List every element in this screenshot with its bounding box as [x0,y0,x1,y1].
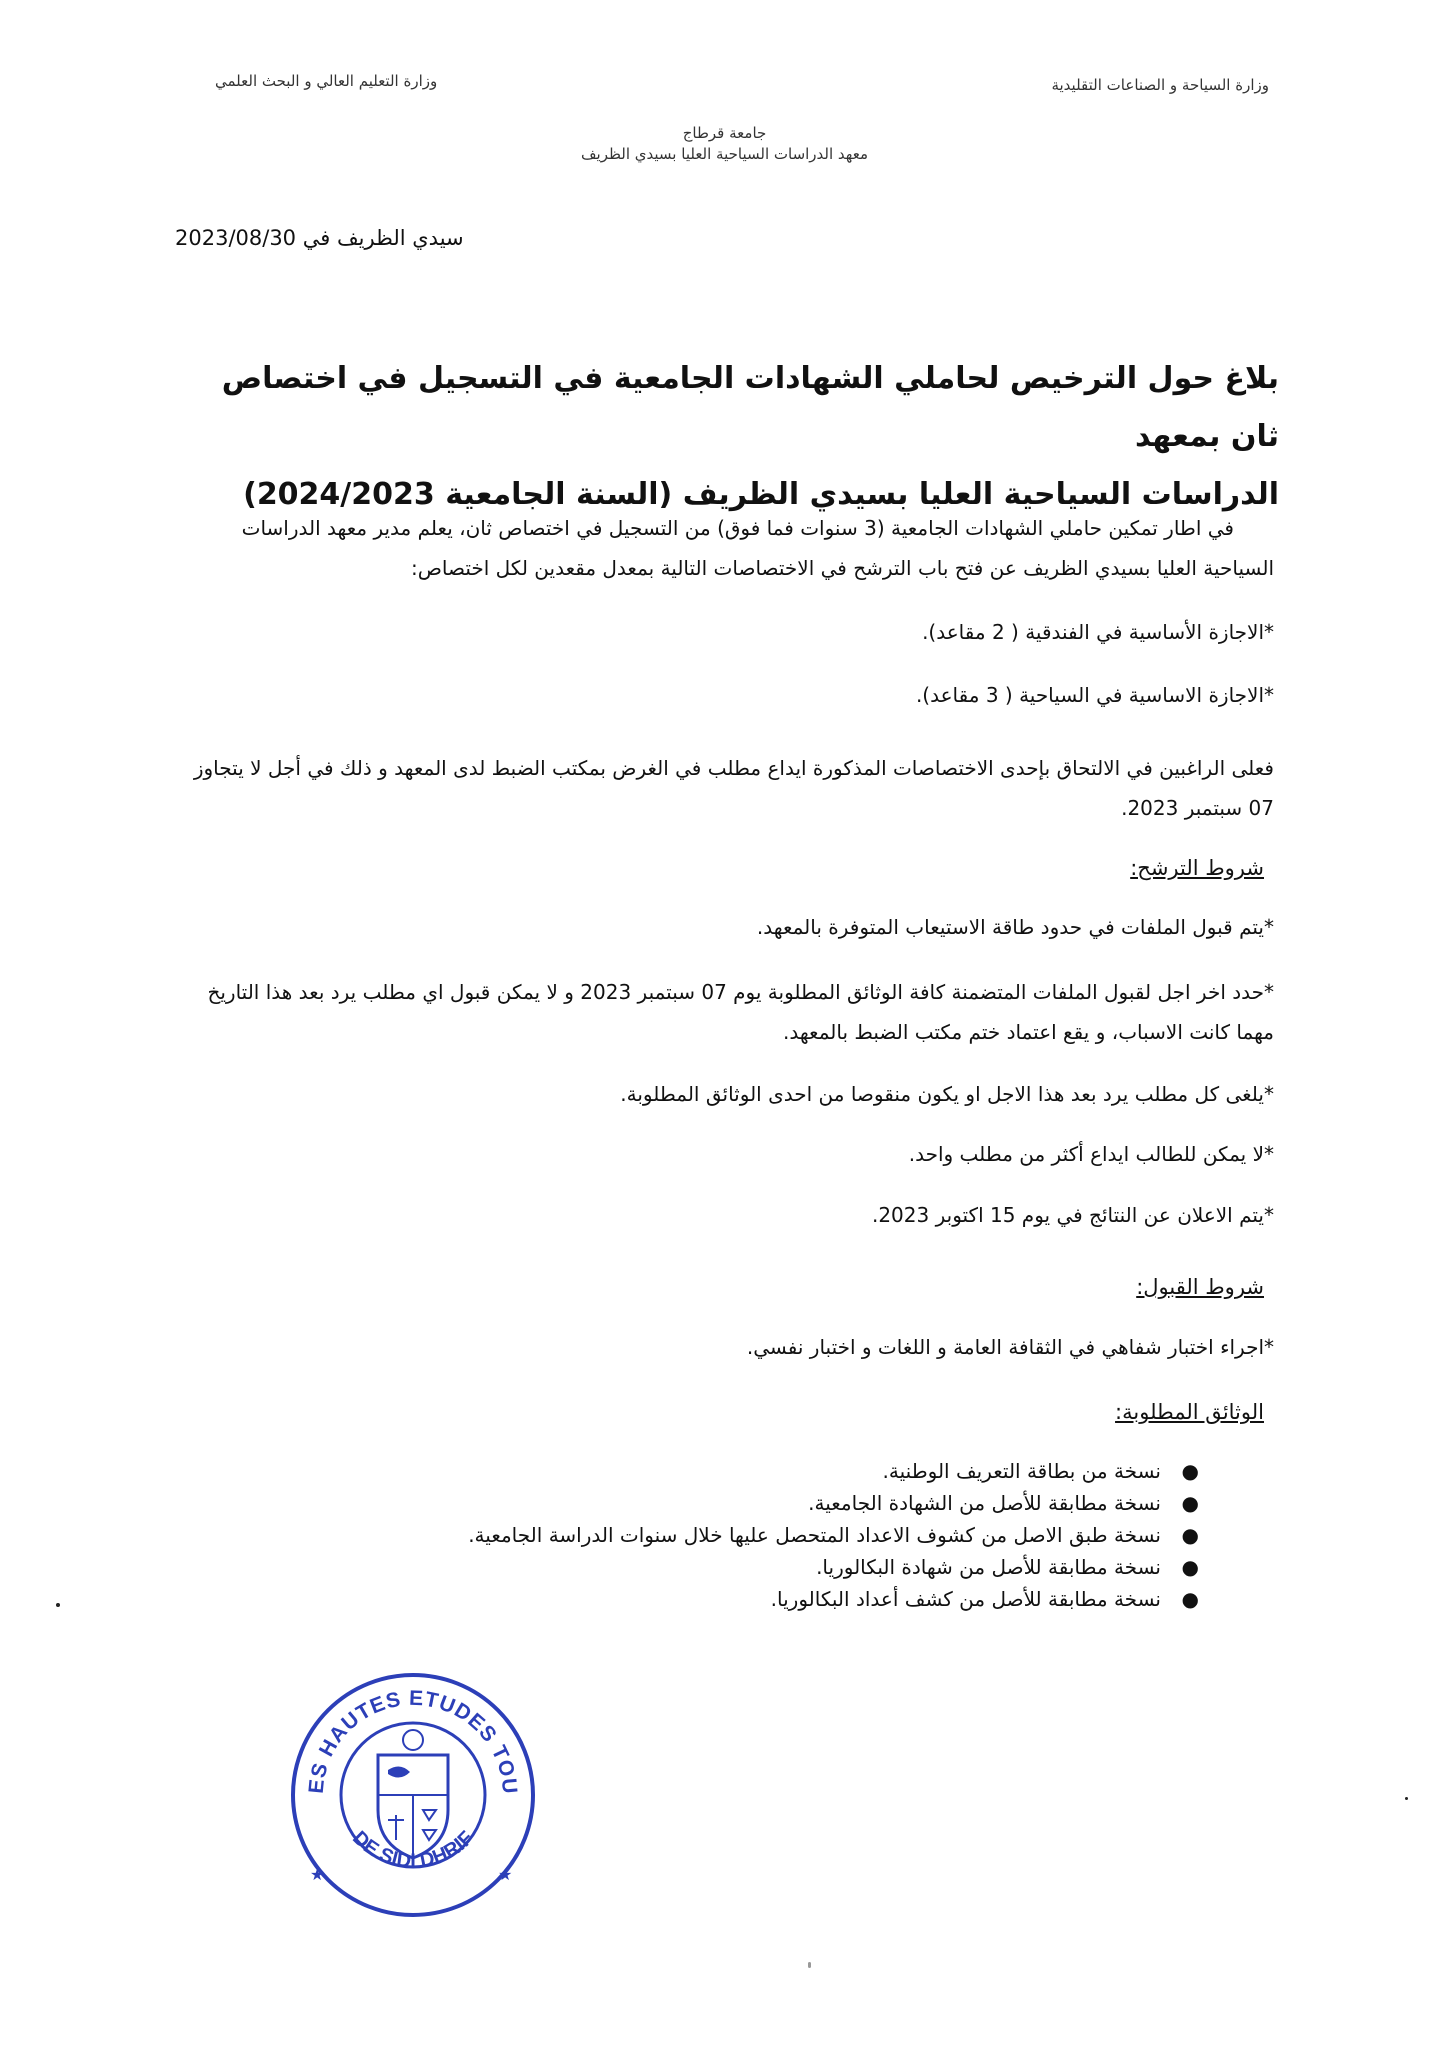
documents-list [468,1455,1199,1615]
institute-stamp [288,1670,538,1920]
candidacy-item: *يلغى كل مطلب يرد بعد هذا الاجل او يكون منقوصا من احدى الوثائق المطلوبة. [620,1082,1274,1106]
title-line-2: الدراسات السياحية العليا بسيدي الظريف (السنة الجامعية 2024/2023) [243,477,1279,512]
admission-item: *اجراء اختبار شفاهي في الثقافة العامة و اللغات و اختبار نفسي. [746,1335,1274,1359]
document-text: نسخة من بطاقة التعريف الوطنية. [882,1459,1161,1483]
stamp-text-bottom: DE SIDI DHRIF [348,1827,478,1873]
university-name: جامعة قرطاج [682,124,767,142]
document-text: نسخة مطابقة للأصل من كشف أعداد البكالوريا. [770,1587,1161,1611]
admission-heading: شروط القبول: [1136,1275,1264,1299]
svg-text:INSTITUT LES HAUTES ETUDES TOU [288,1670,521,1795]
list-item [468,1519,1199,1551]
svg-text:★: ★ [498,1865,513,1884]
document-text: نسخة طبق الاصل من كشوف الاعداد المتحصل عليها خلال سنوات الدراسة الجامعية. [468,1523,1161,1547]
specialty-tourism: *الاجازة الاساسية في السياحية ( 3 مقاعد). [915,683,1274,707]
document-text: نسخة مطابقة للأصل من شهادة البكالوريا. [816,1555,1161,1579]
candidacy-item: *يتم الاعلان عن النتائج في يوم 15 اكتوبر 2023. [871,1203,1274,1227]
intro-paragraph: في اطار تمكين حاملي الشهادات الجامعية (3 سنوات فما فوق) من التسجيل في اختصاص ثان، يعلم مدير معهد الدراسات السياحية العليا بسيدي الظريف عن فتح باب الترشح في الاختصاصات التالية بمعدل مقعدين لكل اختصاص: [241,516,1274,580]
candidacy-heading: شروط الترشح: [1130,856,1264,880]
application-note: فعلى الراغبين في الالتحاق بإحدى الاختصاصات المذكورة ايداع مطلب في الغرض بمكتب الضبط لدى المعهد و ذلك في أجل لا يتجاوز 07 سبتمبر 2023. [193,756,1274,820]
ministry-tourism: وزارة السياحة و الصناعات التقليدية [1051,76,1269,94]
documents-heading: الوثائق المطلوبة: [1115,1400,1264,1424]
stamp-seal-icon [288,1670,538,1920]
scan-speck [56,1603,60,1607]
list-item [468,1583,1199,1615]
bullet-icon: ● [1181,1523,1199,1547]
institute-name: معهد الدراسات السياحية العليا بسيدي الظريف [581,145,868,163]
candidacy-item: *لا يمكن للطالب ايداع أكثر من مطلب واحد. [908,1142,1274,1166]
specialty-hospitality: *الاجازة الأساسية في الفندقية ( 2 مقاعد). [922,620,1274,644]
date-line: سيدي الظريف في 2023/08/30 [175,226,464,250]
svg-text:★: ★ [310,1865,325,1884]
scan-speck [1405,1797,1408,1800]
notice-title [180,350,1279,524]
ministry-higher-education: وزارة التعليم العالي و البحث العلمي [215,72,438,90]
bullet-icon: ● [1181,1459,1199,1483]
scan-speck [808,1962,811,1968]
title-line-1: بلاغ حول الترخيص لحاملي الشهادات الجامعية في التسجيل في اختصاص ثان بمعهد [221,361,1279,454]
list-item [468,1487,1199,1519]
candidacy-item: *حدد اخر اجل لقبول الملفات المتضمنة كافة الوثائق المطلوبة يوم 07 سبتمبر 2023 و لا يمكن قبول اي مطلب يرد بعد هذا التاريخ مهما كانت الاسباب، و يقع اعتماد ختم مكتب الضبط بالمعهد. [207,980,1274,1044]
candidacy-item: *يتم قبول الملفات في حدود طاقة الاستيعاب المتوفرة بالمعهد. [756,915,1274,939]
list-item [468,1455,1199,1487]
bullet-icon: ● [1181,1587,1199,1611]
document-text: نسخة مطابقة للأصل من الشهادة الجامعية. [808,1491,1161,1515]
bullet-icon: ● [1181,1555,1199,1579]
bullet-icon: ● [1181,1491,1199,1515]
list-item [468,1551,1199,1583]
stamp-text-top: ES HAUTES ETUDES TOU [304,1686,522,1796]
